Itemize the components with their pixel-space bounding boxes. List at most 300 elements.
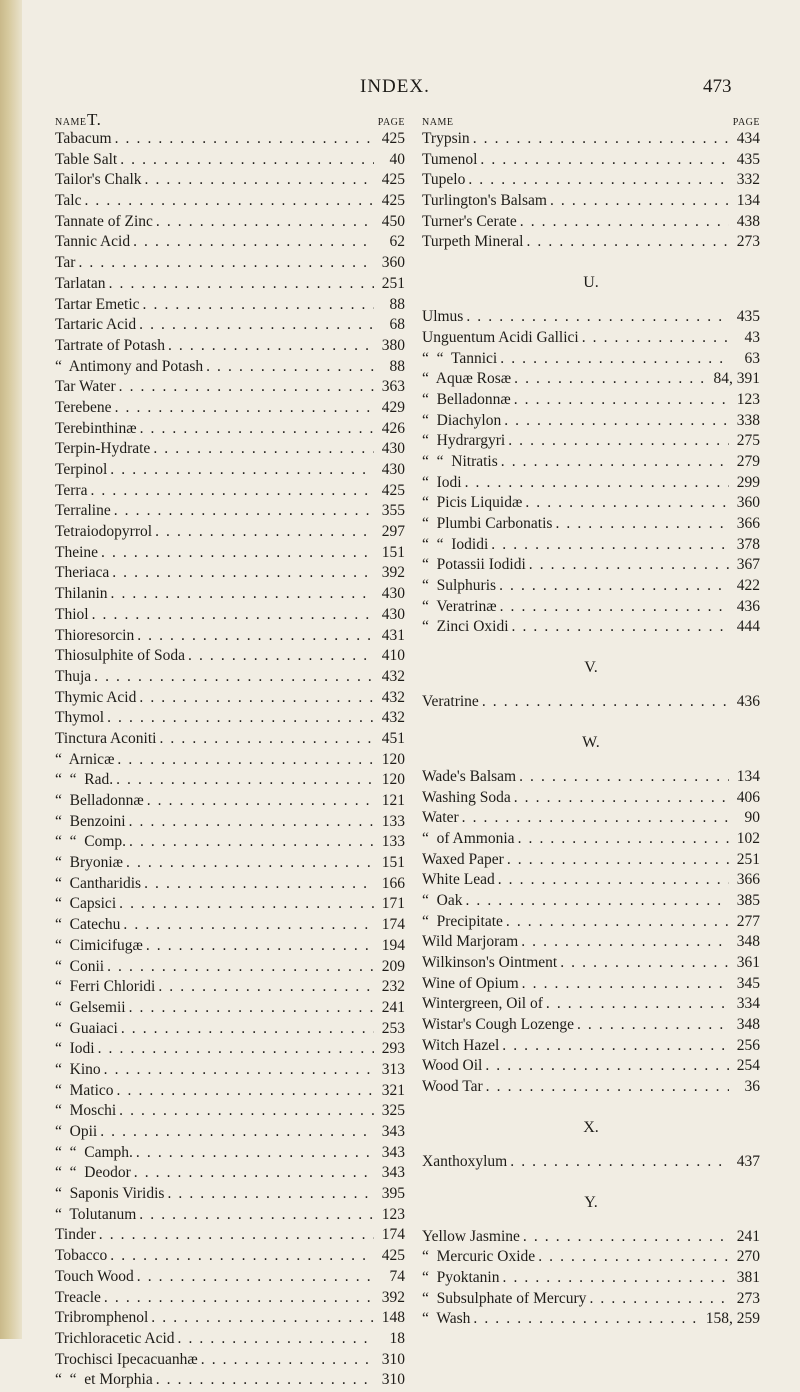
entry-page-number: 367 — [736, 556, 760, 574]
section-heading-v: V. — [584, 659, 598, 677]
leader-dots — [110, 1247, 374, 1265]
index-entry — [55, 689, 405, 710]
entry-page-number: 133 — [381, 812, 405, 830]
entry-page-number: 332 — [736, 171, 760, 189]
index-entry — [422, 1037, 760, 1058]
entry-name: Terraline — [55, 502, 111, 520]
entry-page-number: 432 — [381, 709, 405, 727]
entry-name: Tar Water — [55, 378, 116, 396]
entry-name: Waxed Paper — [422, 850, 504, 868]
entry-page-number: 444 — [736, 618, 760, 636]
entry-page-number: 431 — [381, 626, 405, 644]
name-column-label: NAME — [422, 117, 454, 128]
index-entry — [422, 350, 760, 371]
entry-page-number: 435 — [736, 308, 760, 326]
index-entry — [55, 854, 405, 875]
entry-page-number: 430 — [381, 585, 405, 603]
entry-name: Tobacco — [55, 1247, 108, 1265]
index-entry — [55, 1268, 405, 1289]
index-entry — [55, 751, 405, 772]
entry-page-number: 74 — [389, 1267, 405, 1285]
entry-page-number: 158, 259 — [705, 1310, 760, 1328]
index-entry — [55, 1123, 405, 1144]
entry-page-number: 363 — [381, 378, 405, 396]
entry-page-number: 241 — [736, 1227, 760, 1245]
entry-page-number: 334 — [736, 995, 760, 1013]
entry-name: Treacle — [55, 1288, 101, 1306]
index-entry — [422, 233, 760, 254]
entry-name: Thiol — [55, 605, 89, 623]
leader-dots — [143, 296, 374, 314]
index-entry — [55, 1185, 405, 1206]
index-entry — [55, 523, 405, 544]
leader-dots — [117, 1082, 374, 1100]
entry-name: “ Conii — [55, 957, 105, 975]
leader-dots — [100, 1123, 374, 1141]
index-entry — [422, 192, 760, 213]
entry-name: Tar — [55, 254, 76, 272]
leader-dots — [92, 606, 374, 624]
leader-dots — [500, 350, 729, 368]
index-entry — [55, 316, 405, 337]
entry-page-number: 134 — [736, 767, 760, 785]
entry-name: “ Saponis Viridis — [55, 1185, 165, 1203]
entry-name: Wistar's Cough Lozenge — [422, 1016, 574, 1034]
page-title: INDEX. — [360, 76, 430, 97]
index-entry — [55, 233, 405, 254]
entry-name: Tarlatan — [55, 274, 106, 292]
entry-page-number: 348 — [736, 933, 760, 951]
index-entry — [422, 391, 760, 412]
entry-page-number: 273 — [736, 1289, 760, 1307]
entry-name: Water — [422, 809, 459, 827]
entry-page-number: 123 — [736, 390, 760, 408]
entry-page-number: 232 — [381, 978, 405, 996]
entry-page-number: 297 — [381, 523, 405, 541]
leader-dots — [523, 1228, 729, 1246]
entry-name: “ Zinci Oxidi — [422, 618, 509, 636]
leader-dots — [508, 432, 729, 450]
entry-page-number: 343 — [381, 1123, 405, 1140]
entry-name: “ “ Iodidi — [422, 535, 489, 553]
leader-dots — [133, 233, 374, 251]
index-entry — [422, 577, 760, 598]
column-header — [422, 110, 760, 130]
index-entry — [422, 598, 760, 619]
leader-dots — [473, 130, 729, 148]
entry-page-number: 392 — [381, 1288, 405, 1306]
index-entry — [422, 871, 760, 892]
leader-dots — [139, 316, 374, 334]
entry-name: “ Opii — [55, 1123, 98, 1140]
entry-name: Tailor's Chalk — [55, 171, 142, 189]
entry-page-number: 241 — [381, 998, 405, 1016]
entry-name: “ Tolutanum — [55, 1205, 137, 1223]
leader-dots — [129, 999, 374, 1017]
index-entry — [422, 1248, 760, 1269]
leader-dots — [520, 213, 729, 231]
leader-dots — [137, 1268, 374, 1286]
index-entry — [55, 378, 405, 399]
entry-name: Tartrate of Potash — [55, 336, 165, 354]
entry-name: Tumenol — [422, 150, 478, 168]
leader-dots — [473, 1310, 702, 1328]
index-entry — [422, 693, 760, 714]
leader-dots — [119, 895, 374, 913]
index-entry — [55, 875, 405, 896]
entry-name: Tartaric Acid — [55, 316, 137, 334]
leader-dots — [123, 916, 374, 934]
leader-dots — [491, 536, 729, 554]
entry-name: “ Belladonnæ — [422, 390, 511, 408]
entry-name: Wood Oil — [422, 1057, 483, 1075]
leader-dots — [521, 933, 729, 951]
entry-page-number: 273 — [736, 233, 760, 251]
entry-page-number: 392 — [381, 564, 405, 582]
entry-page-number: 338 — [736, 411, 760, 429]
leader-dots — [129, 833, 374, 851]
entry-name: “ “ Comp. — [55, 833, 127, 851]
index-entry — [55, 1061, 405, 1082]
entry-name: Thilanin — [55, 585, 108, 603]
leader-dots — [107, 958, 374, 976]
entry-page-number: 432 — [381, 688, 405, 706]
index-entry — [422, 412, 760, 433]
section-letter-t: T. — [87, 110, 102, 129]
index-entry — [55, 564, 405, 585]
entry-page-number: 437 — [736, 1152, 760, 1170]
leader-dots — [94, 668, 374, 686]
index-entry — [422, 370, 760, 391]
leader-dots — [156, 1371, 374, 1389]
entry-name: Tinctura Aconiti — [55, 729, 157, 747]
leader-dots — [107, 709, 374, 727]
entry-page-number: 325 — [381, 1102, 405, 1120]
leader-dots — [512, 618, 729, 636]
leader-dots — [119, 378, 374, 396]
index-list-x — [422, 1153, 760, 1174]
index-entry — [422, 515, 760, 536]
leader-dots — [115, 130, 374, 148]
name-column-label: NAME — [55, 117, 87, 128]
entry-name: Thymic Acid — [55, 688, 137, 706]
index-entry — [55, 999, 405, 1020]
entry-page-number: 425 — [381, 192, 405, 210]
index-entry — [55, 771, 405, 792]
entry-name: Trypsin — [422, 130, 470, 147]
entry-page-number: 90 — [744, 809, 760, 827]
entry-name: Wood Tar — [422, 1078, 483, 1096]
leader-dots — [134, 1164, 374, 1182]
entry-page-number: 436 — [736, 597, 760, 615]
leader-dots — [518, 830, 729, 848]
index-entry — [55, 1330, 405, 1351]
entry-page-number: 321 — [381, 1081, 405, 1099]
index-entry — [55, 171, 405, 192]
entry-name: “ Picis Liquidæ — [422, 494, 523, 512]
entry-name: Terebinthinæ — [55, 419, 137, 437]
leader-dots — [465, 892, 729, 910]
entry-name: Tupelo — [422, 171, 466, 189]
index-entry — [422, 1290, 760, 1311]
index-entry — [422, 213, 760, 234]
leader-dots — [589, 1290, 729, 1308]
column-header — [55, 110, 405, 130]
entry-page-number: 310 — [381, 1350, 405, 1368]
index-entry — [422, 768, 760, 789]
leader-dots — [145, 171, 374, 189]
entry-name: “ Iodi — [422, 473, 462, 491]
index-entry — [55, 730, 405, 751]
entry-page-number: 121 — [381, 792, 405, 809]
index-entry — [422, 1057, 760, 1078]
index-entry — [55, 337, 405, 358]
entry-page-number: 378 — [736, 535, 760, 553]
index-entry — [422, 933, 760, 954]
entry-name: “ Catechu — [55, 916, 121, 934]
entry-page-number: 360 — [736, 494, 760, 512]
entry-name: “ “ Rad. — [55, 771, 114, 789]
entry-page-number: 253 — [381, 1019, 405, 1037]
entry-name: “ Gelsemii — [55, 998, 126, 1016]
entry-name: Xanthoxylum — [422, 1152, 508, 1170]
entry-page-number: 450 — [381, 212, 405, 230]
entry-page-number: 380 — [381, 336, 405, 354]
index-entry — [55, 275, 405, 296]
entry-page-number: 270 — [736, 1248, 760, 1266]
entry-name: “ Matico — [55, 1081, 114, 1099]
leader-dots — [129, 813, 374, 831]
entry-page-number: 410 — [381, 647, 405, 665]
entry-name: Veratrine — [422, 693, 479, 711]
entry-name: Yellow Jasmine — [422, 1227, 520, 1245]
index-list-u — [422, 308, 760, 639]
index-entry — [422, 1310, 760, 1331]
entry-name: Tartar Emetic — [55, 295, 140, 313]
entry-name: “ of Ammonia — [422, 829, 515, 847]
entry-name: “ Guaiaci — [55, 1019, 118, 1037]
index-entry — [422, 556, 760, 577]
entry-page-number: 438 — [736, 212, 760, 230]
entry-name: Terebene — [55, 398, 112, 416]
entry-name: Terpinol — [55, 461, 108, 478]
entry-page-number: 435 — [736, 150, 760, 168]
entry-page-number: 313 — [381, 1060, 405, 1078]
leader-dots — [90, 482, 374, 500]
index-entry — [55, 461, 405, 482]
entry-page-number: 36 — [744, 1078, 760, 1096]
leader-dots — [115, 399, 374, 417]
leader-dots — [151, 1309, 374, 1327]
entry-name: Witch Hazel — [422, 1036, 500, 1054]
index-entry — [422, 1153, 760, 1174]
index-entry — [55, 895, 405, 916]
index-entry — [55, 792, 405, 813]
entry-name: Tannate of Zinc — [55, 212, 153, 230]
entry-page-number: 293 — [381, 1040, 405, 1058]
entry-page-number: 426 — [381, 419, 405, 437]
entry-name: “ Cimicifugæ — [55, 936, 143, 954]
entry-page-number: 251 — [736, 850, 760, 868]
entry-name: Tetraiodopyrrol — [55, 523, 153, 541]
leader-dots — [136, 1144, 374, 1162]
index-list-y — [422, 1228, 760, 1331]
entry-page-number: 279 — [736, 452, 760, 470]
leader-dots — [522, 975, 729, 993]
entry-page-number: 133 — [381, 833, 405, 851]
index-entry — [422, 830, 760, 851]
entry-page-number: 430 — [381, 440, 405, 458]
index-entry — [55, 813, 405, 834]
index-entry — [55, 1351, 405, 1372]
leader-dots — [498, 871, 729, 889]
entry-page-number: 251 — [381, 274, 405, 292]
entry-name: Theriaca — [55, 564, 110, 582]
entry-name: Washing Soda — [422, 788, 511, 806]
leader-dots — [120, 151, 374, 169]
entry-page-number: 88 — [389, 295, 405, 313]
right-column — [422, 110, 760, 1331]
entry-name: “ Hydrargyri — [422, 432, 506, 450]
entry-page-number: 451 — [381, 729, 405, 747]
index-entry — [422, 329, 760, 350]
leader-dots — [158, 978, 374, 996]
entry-name: “ “ et Morphia — [55, 1371, 153, 1389]
leader-dots — [462, 809, 729, 827]
index-entry — [55, 544, 405, 565]
entry-name: Table Salt — [55, 150, 118, 168]
entry-page-number: 68 — [389, 316, 405, 334]
entry-page-number: 84, 391 — [713, 370, 760, 388]
leader-dots — [560, 954, 729, 972]
entry-name: Thioresorcin — [55, 626, 135, 644]
leader-dots — [486, 1078, 729, 1096]
index-entry — [55, 192, 405, 213]
entry-page-number: 123 — [381, 1205, 405, 1223]
index-entry — [55, 502, 405, 523]
entry-name: “ Diachylon — [422, 411, 502, 429]
entry-name: “ Potassii Iodidi — [422, 556, 526, 574]
index-entry — [55, 1226, 405, 1247]
entry-page-number: 277 — [736, 912, 760, 930]
index-entry — [55, 296, 405, 317]
entry-page-number: 436 — [736, 693, 760, 711]
leader-dots — [201, 1351, 374, 1369]
entry-page-number: 381 — [736, 1268, 760, 1286]
leader-dots — [117, 751, 374, 769]
leader-dots — [126, 854, 374, 872]
entry-name: Turpeth Mineral — [422, 233, 524, 251]
index-entry — [55, 1102, 405, 1123]
entry-name: Unguentum Acidi Gallici — [422, 328, 579, 346]
leader-dots — [140, 420, 374, 438]
entry-name: Talc — [55, 192, 82, 210]
leader-dots — [582, 329, 729, 347]
entry-page-number: 345 — [736, 974, 760, 992]
leader-dots — [98, 1040, 374, 1058]
leader-dots — [529, 556, 729, 574]
entry-name: Trichloracetic Acid — [55, 1329, 175, 1347]
entry-page-number: 366 — [736, 871, 760, 889]
leader-dots — [137, 627, 374, 645]
index-entry — [55, 213, 405, 234]
leader-dots — [146, 937, 374, 955]
index-entry — [55, 1082, 405, 1103]
index-entry — [55, 1309, 405, 1330]
index-entry — [55, 833, 405, 854]
index-entry — [422, 151, 760, 172]
book-spine-edge — [0, 0, 22, 1339]
index-list-v — [422, 693, 760, 714]
entry-name: “ Veratrinæ — [422, 597, 497, 615]
entry-name: “ Oak — [422, 891, 463, 909]
entry-page-number: 430 — [381, 605, 405, 623]
index-entry — [422, 954, 760, 975]
leader-dots — [104, 1289, 374, 1307]
index-entry — [55, 130, 405, 151]
leader-dots — [466, 308, 729, 326]
entry-page-number: 425 — [381, 1247, 405, 1265]
leader-dots — [526, 233, 729, 251]
entry-page-number: 361 — [736, 954, 760, 971]
leader-dots — [577, 1016, 729, 1034]
leader-dots — [159, 730, 374, 748]
leader-dots — [109, 275, 374, 293]
leader-dots — [139, 1206, 374, 1224]
entry-name: “ Antimony and Potash — [55, 357, 204, 375]
leader-dots — [121, 1020, 374, 1038]
page-header — [0, 76, 800, 106]
entry-name: “ Belladonnæ — [55, 792, 144, 809]
leader-dots — [468, 171, 729, 189]
leader-dots — [546, 995, 729, 1013]
index-entry — [422, 1078, 760, 1099]
index-entry — [422, 809, 760, 830]
entry-page-number: 395 — [381, 1185, 405, 1203]
index-entry — [55, 1206, 405, 1227]
leader-dots — [504, 412, 729, 430]
entry-page-number: 171 — [381, 895, 405, 913]
entry-name: “ Pyoktanin — [422, 1268, 500, 1286]
section-heading-y: Y. — [584, 1193, 598, 1211]
index-entry — [55, 1144, 405, 1165]
leader-dots — [112, 564, 374, 582]
entry-page-number: 425 — [381, 481, 405, 499]
entry-name: Turlington's Balsam — [422, 192, 547, 210]
entry-page-number: 299 — [736, 473, 760, 491]
index-entry — [422, 789, 760, 810]
entry-page-number: 40 — [389, 150, 405, 168]
leader-dots — [485, 1057, 729, 1075]
index-entry — [55, 916, 405, 937]
entry-name: Terpin-Hydrate — [55, 440, 151, 458]
entry-page-number: 430 — [381, 461, 405, 478]
index-entry — [55, 358, 405, 379]
entry-page-number: 194 — [381, 936, 405, 954]
entry-page-number: 151 — [381, 543, 405, 561]
leader-dots — [501, 453, 729, 471]
index-entry — [422, 1228, 760, 1249]
entry-name: Terra — [55, 481, 88, 499]
section-heading-w: W. — [582, 733, 600, 751]
entry-name: Tribromphenol — [55, 1309, 149, 1327]
entry-name: “ “ Tannici — [422, 349, 498, 367]
entry-name: Wild Marjoram — [422, 933, 519, 951]
index-entry — [422, 1016, 760, 1037]
leader-dots — [188, 647, 374, 665]
entry-page-number: 134 — [736, 192, 760, 210]
leader-dots — [480, 151, 729, 169]
